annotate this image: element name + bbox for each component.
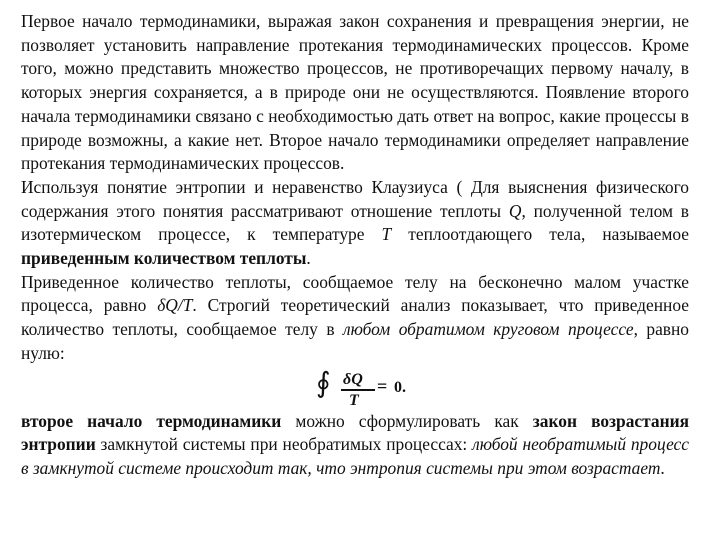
heat-symbol: Q bbox=[508, 200, 522, 221]
document-page bbox=[21, 10, 689, 481]
clausius-text-4: . bbox=[306, 248, 311, 269]
entropy-text-2: замкнутой системы при необратимых процессах: bbox=[95, 434, 473, 455]
reduced-heat-text-1: Приведенное количество теплоты, сообщаемое телу на бесконечно малом участке процесса, равно bbox=[21, 271, 689, 316]
clausius-text-3: теплоотдающего тела, называемое bbox=[391, 224, 689, 245]
second-law-term: второе начало термодинамики bbox=[21, 410, 282, 431]
entropy-text-3: . bbox=[660, 457, 665, 478]
paragraph-entropy-increase bbox=[21, 410, 689, 481]
temperature-symbol: T bbox=[381, 224, 392, 245]
reduced-heat-text-2: . Строгий теоретический анализ показывает, что приведенное количество теплоты, сообщаемое телу в bbox=[21, 295, 689, 340]
reduced-heat-text-3: , равно нулю: bbox=[21, 319, 690, 363]
formula-equals: = bbox=[377, 375, 388, 396]
clausius-text-1: Используя понятие энтропии и неравенство Клаузиуса ( Для выяснения физического содержания этого понятия рассматривают отношение теплоты bbox=[21, 176, 689, 221]
formula-denominator: T bbox=[349, 391, 359, 409]
entropy-text-1: можно сформулировать как bbox=[281, 410, 533, 431]
formula-line bbox=[21, 366, 689, 410]
irreversible-process-statement: любой необратимый процесс в замкнутой системе происходит так, что энтропия системы при этом возрастает bbox=[21, 434, 689, 478]
clausius-text-2: , полученной телом в изотермическом процессе, к температуре bbox=[21, 200, 689, 245]
formula-numerator: δQ bbox=[343, 370, 363, 388]
entropy-law-term: закон возрастания энтропии bbox=[21, 410, 690, 455]
formula-rhs: 0. bbox=[394, 378, 406, 396]
paragraph-first-law: Первое начало термодинамики, выражая закон сохранения и превращения энергии, не позволяет установить направление протекания термодинамических процессов. Кроме того, можно представить множество процессов, не противоречащих первому началу, в которых энергия сохраняется, а в природе они не осуществляются. Появление второго начала термодинамики связано с необходимостью дать ответ на вопрос, какие процессы в природе возможны, а какие нет. Второе начало термодинамики определяет направление протекания термодинамических процессов. bbox=[21, 11, 689, 174]
clausius-equality-formula bbox=[316, 367, 436, 410]
reduced-heat-expression: δQ/T bbox=[157, 295, 193, 316]
reversible-cycle-phrase: любом обратимом круговом процессе bbox=[343, 319, 634, 340]
contour-integral-symbol: ∮ bbox=[316, 367, 331, 399]
paragraph-clausius bbox=[21, 176, 689, 271]
reduced-heat-term: приведенным количеством теплоты bbox=[21, 248, 307, 269]
paragraph-reduced-heat bbox=[21, 271, 689, 366]
